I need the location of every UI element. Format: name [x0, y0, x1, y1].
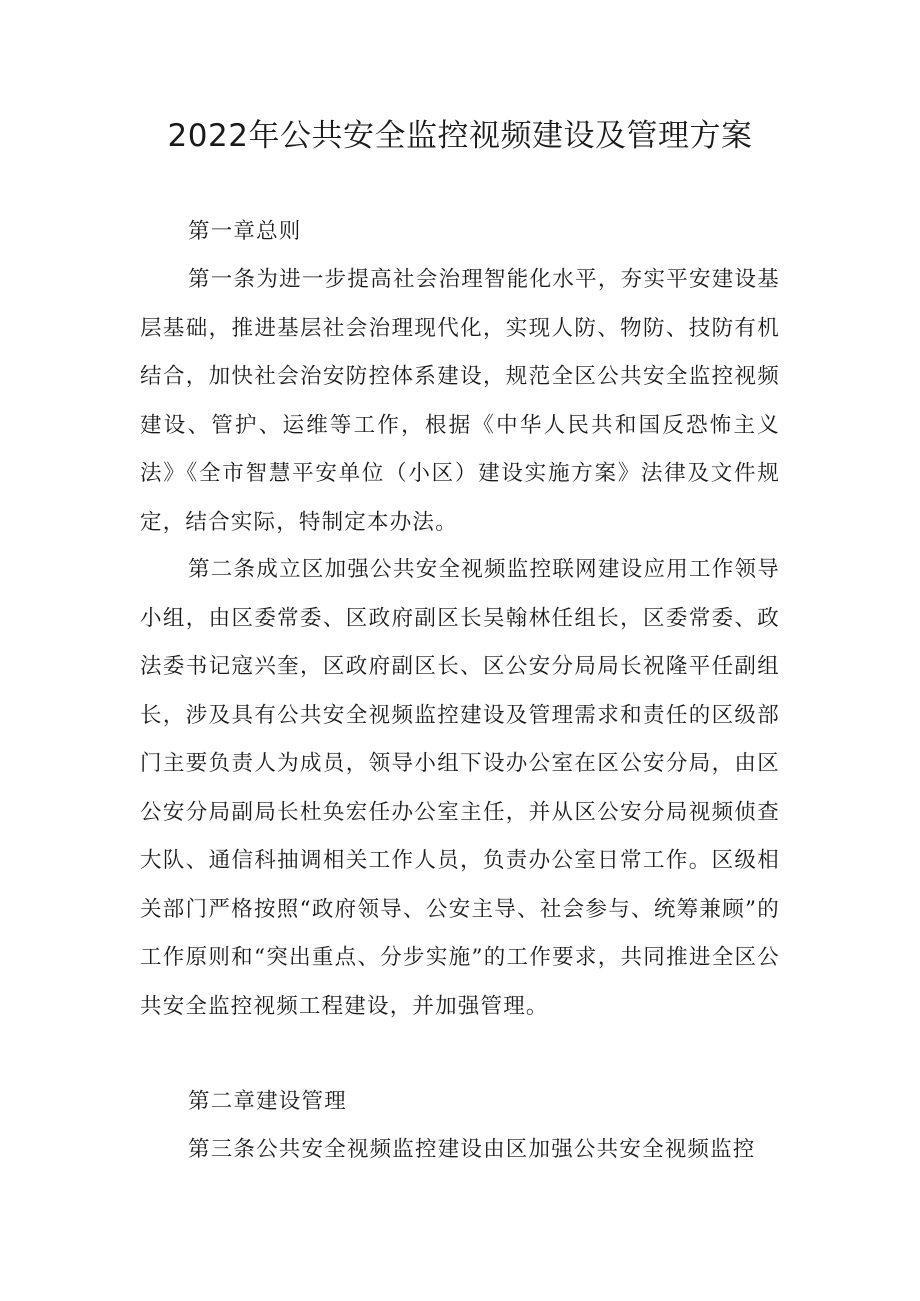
article-3-paragraph: 第三条公共安全视频监控建设由区加强公共安全视频监控 [188, 1137, 756, 1162]
chapter-2-heading: 第二章建设管理 [188, 1089, 347, 1114]
article-1-paragraph: 第一条为进一步提高社会治理智能化水平，夯实平安建设基层基础，推进基层社会治理现代化，实现人防、物防、技防有机结合，加快社会治安防控体系建设，规范全区公共安全监控视频建设、管护、运维等工作，根据《中华人民共和国反恐怖主义法》《全市智慧平安单位（小区）建设实施方案》法律及文件规定，结合实际，特制定本办法。 [140, 267, 780, 535]
document-title: 2022年公共安全监控视频建设及管理方案 [167, 118, 753, 154]
article-2-paragraph: 第二条成立区加强公共安全视频监控联网建设应用工作领导小组，由区委常委、区政府副区长吴翰林任组长，区委常委、政法委书记寇兴奎，区政府副区长、区公安分局局长祝隆平任副组长，涉及具有公共安全视频监控建设及管理需求和责任的区级部门主要负责人为成员，领导小组下设办公室在区公安分局，由区公安分局副局长杜奂宏任办公室主任，并从区公安分局视频侦查大队、通信科抽调相关工作人员，负责办公室日常工作。区级相关部门严格按照“政府领导、公安主导、社会参与、统筹兼顾”的工作原则和“突出重点、分步实施”的工作要求，共同推进全区公共安全监控视频工程建设，并加强管理。 [140, 557, 780, 1019]
chapter-1-heading: 第一章总则 [188, 219, 302, 244]
